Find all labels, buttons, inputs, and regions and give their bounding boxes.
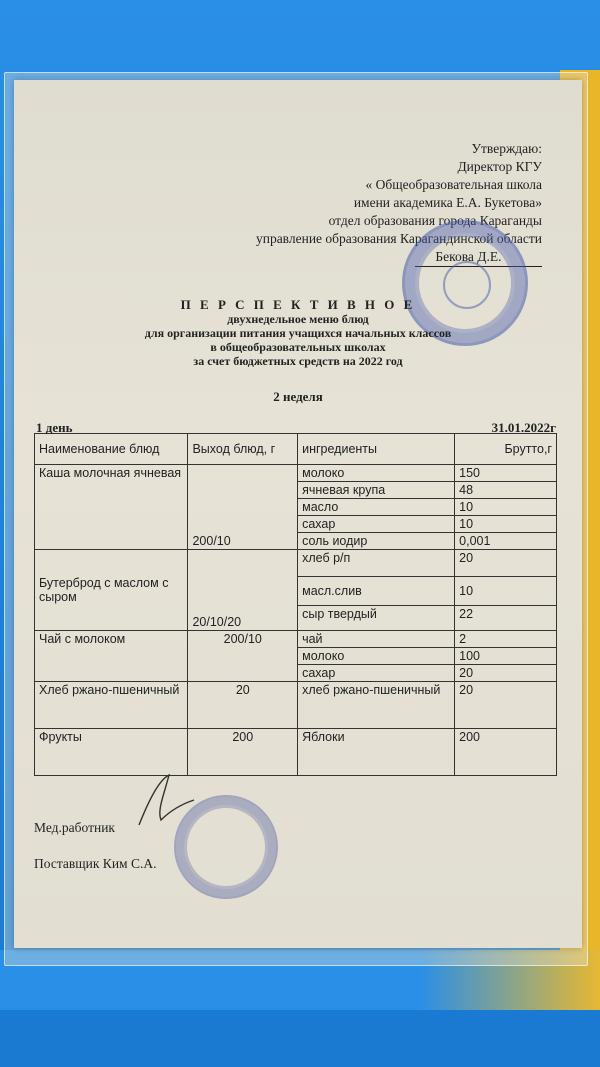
ingredient-gross: 2: [455, 631, 557, 648]
document-heading: [14, 298, 582, 368]
ingredient-gross: 200: [455, 729, 557, 776]
dish-output: 200/10: [188, 465, 298, 550]
table-row: [35, 550, 557, 577]
table-header-row: [35, 434, 557, 465]
menu-table: [34, 433, 557, 776]
ingredient-gross: 0,001: [455, 533, 557, 550]
approval-line-2: Директор КГУ: [457, 159, 542, 174]
ingredient-gross: 20: [455, 665, 557, 682]
menu-document: [14, 80, 582, 948]
ingredient-gross: 20: [455, 682, 557, 729]
header-output: Выход блюд, г: [188, 434, 298, 465]
supplier-signature-label: Поставщик Ким С.А.: [34, 856, 157, 871]
ingredient-name: хлеб ржано-пшеничный: [298, 682, 455, 729]
heading-line-2: для организации питания учащихся начальных классов: [144, 326, 452, 340]
ingredient-gross: 10: [455, 577, 557, 606]
dish-output: 20/10/20: [188, 550, 298, 631]
header-dish: Наименование блюд: [35, 434, 188, 465]
dish-output: 200/10: [188, 631, 298, 682]
ingredient-name: сахар: [298, 516, 455, 533]
heading-title: П Е Р С П Е К Т И В Н О Е: [180, 297, 416, 312]
ingredient-name: масло: [298, 499, 455, 516]
ingredient-name: молоко: [298, 465, 455, 482]
table-row: [35, 631, 557, 648]
approval-line-4: имени академика Е.А. Букетова»: [353, 195, 542, 210]
heading-line-4: за счет бюджетных средств на 2022 год: [193, 354, 403, 368]
ingredient-name: ячневая крупа: [298, 482, 455, 499]
approval-line-5: отдел образования города Караганды: [328, 213, 542, 228]
dish-name: Каша молочная ячневая: [35, 465, 188, 550]
header-gross: Брутто,г: [455, 434, 557, 465]
table-row: [35, 682, 557, 729]
heading-line-1: двухнедельное меню блюд: [227, 312, 369, 326]
day-label: 1 день: [36, 420, 73, 435]
medic-signature-label: Мед.работник: [34, 820, 115, 835]
ingredient-gross: 20: [455, 550, 557, 577]
dish-output: 200: [188, 729, 298, 776]
week-label: 2 неделя: [273, 389, 323, 404]
dish-output: 20: [188, 682, 298, 729]
table-row: [35, 729, 557, 776]
ingredient-gross: 10: [455, 499, 557, 516]
ingredient-name: масл.слив: [298, 577, 455, 606]
header-ingredients: ингредиенты: [298, 434, 455, 465]
ingredient-name: чай: [298, 631, 455, 648]
approval-line-1: Утверждаю:: [471, 141, 542, 156]
heading-line-3: в общеобразовательных школах: [210, 340, 386, 354]
ingredient-gross: 100: [455, 648, 557, 665]
supplier-stamp-icon: [174, 795, 278, 899]
ingredient-name: Яблоки: [298, 729, 455, 776]
director-name: Бекова Д.Е.: [435, 249, 502, 264]
ingredient-gross: 10: [455, 516, 557, 533]
ingredient-gross: 22: [455, 606, 557, 631]
approval-line-3: « Общеобразовательная школа: [365, 177, 542, 192]
approval-line-6: управление образования Карагандинской области: [255, 231, 542, 246]
table-row: [35, 465, 557, 482]
ingredient-name: молоко: [298, 648, 455, 665]
ingredient-name: сыр твердый: [298, 606, 455, 631]
ingredient-gross: 150: [455, 465, 557, 482]
dish-name: Чай с молоком: [35, 631, 188, 682]
dish-name: Фрукты: [35, 729, 188, 776]
dish-name: Хлеб ржано-пшеничный: [35, 682, 188, 729]
menu-date: 31.01.2022г: [491, 420, 556, 435]
ingredient-name: хлеб р/п: [298, 550, 455, 577]
dish-name: Бутерброд с маслом с сыром: [35, 550, 188, 631]
ingredient-gross: 48: [455, 482, 557, 499]
ingredient-name: соль иодир: [298, 533, 455, 550]
ingredient-name: сахар: [298, 665, 455, 682]
